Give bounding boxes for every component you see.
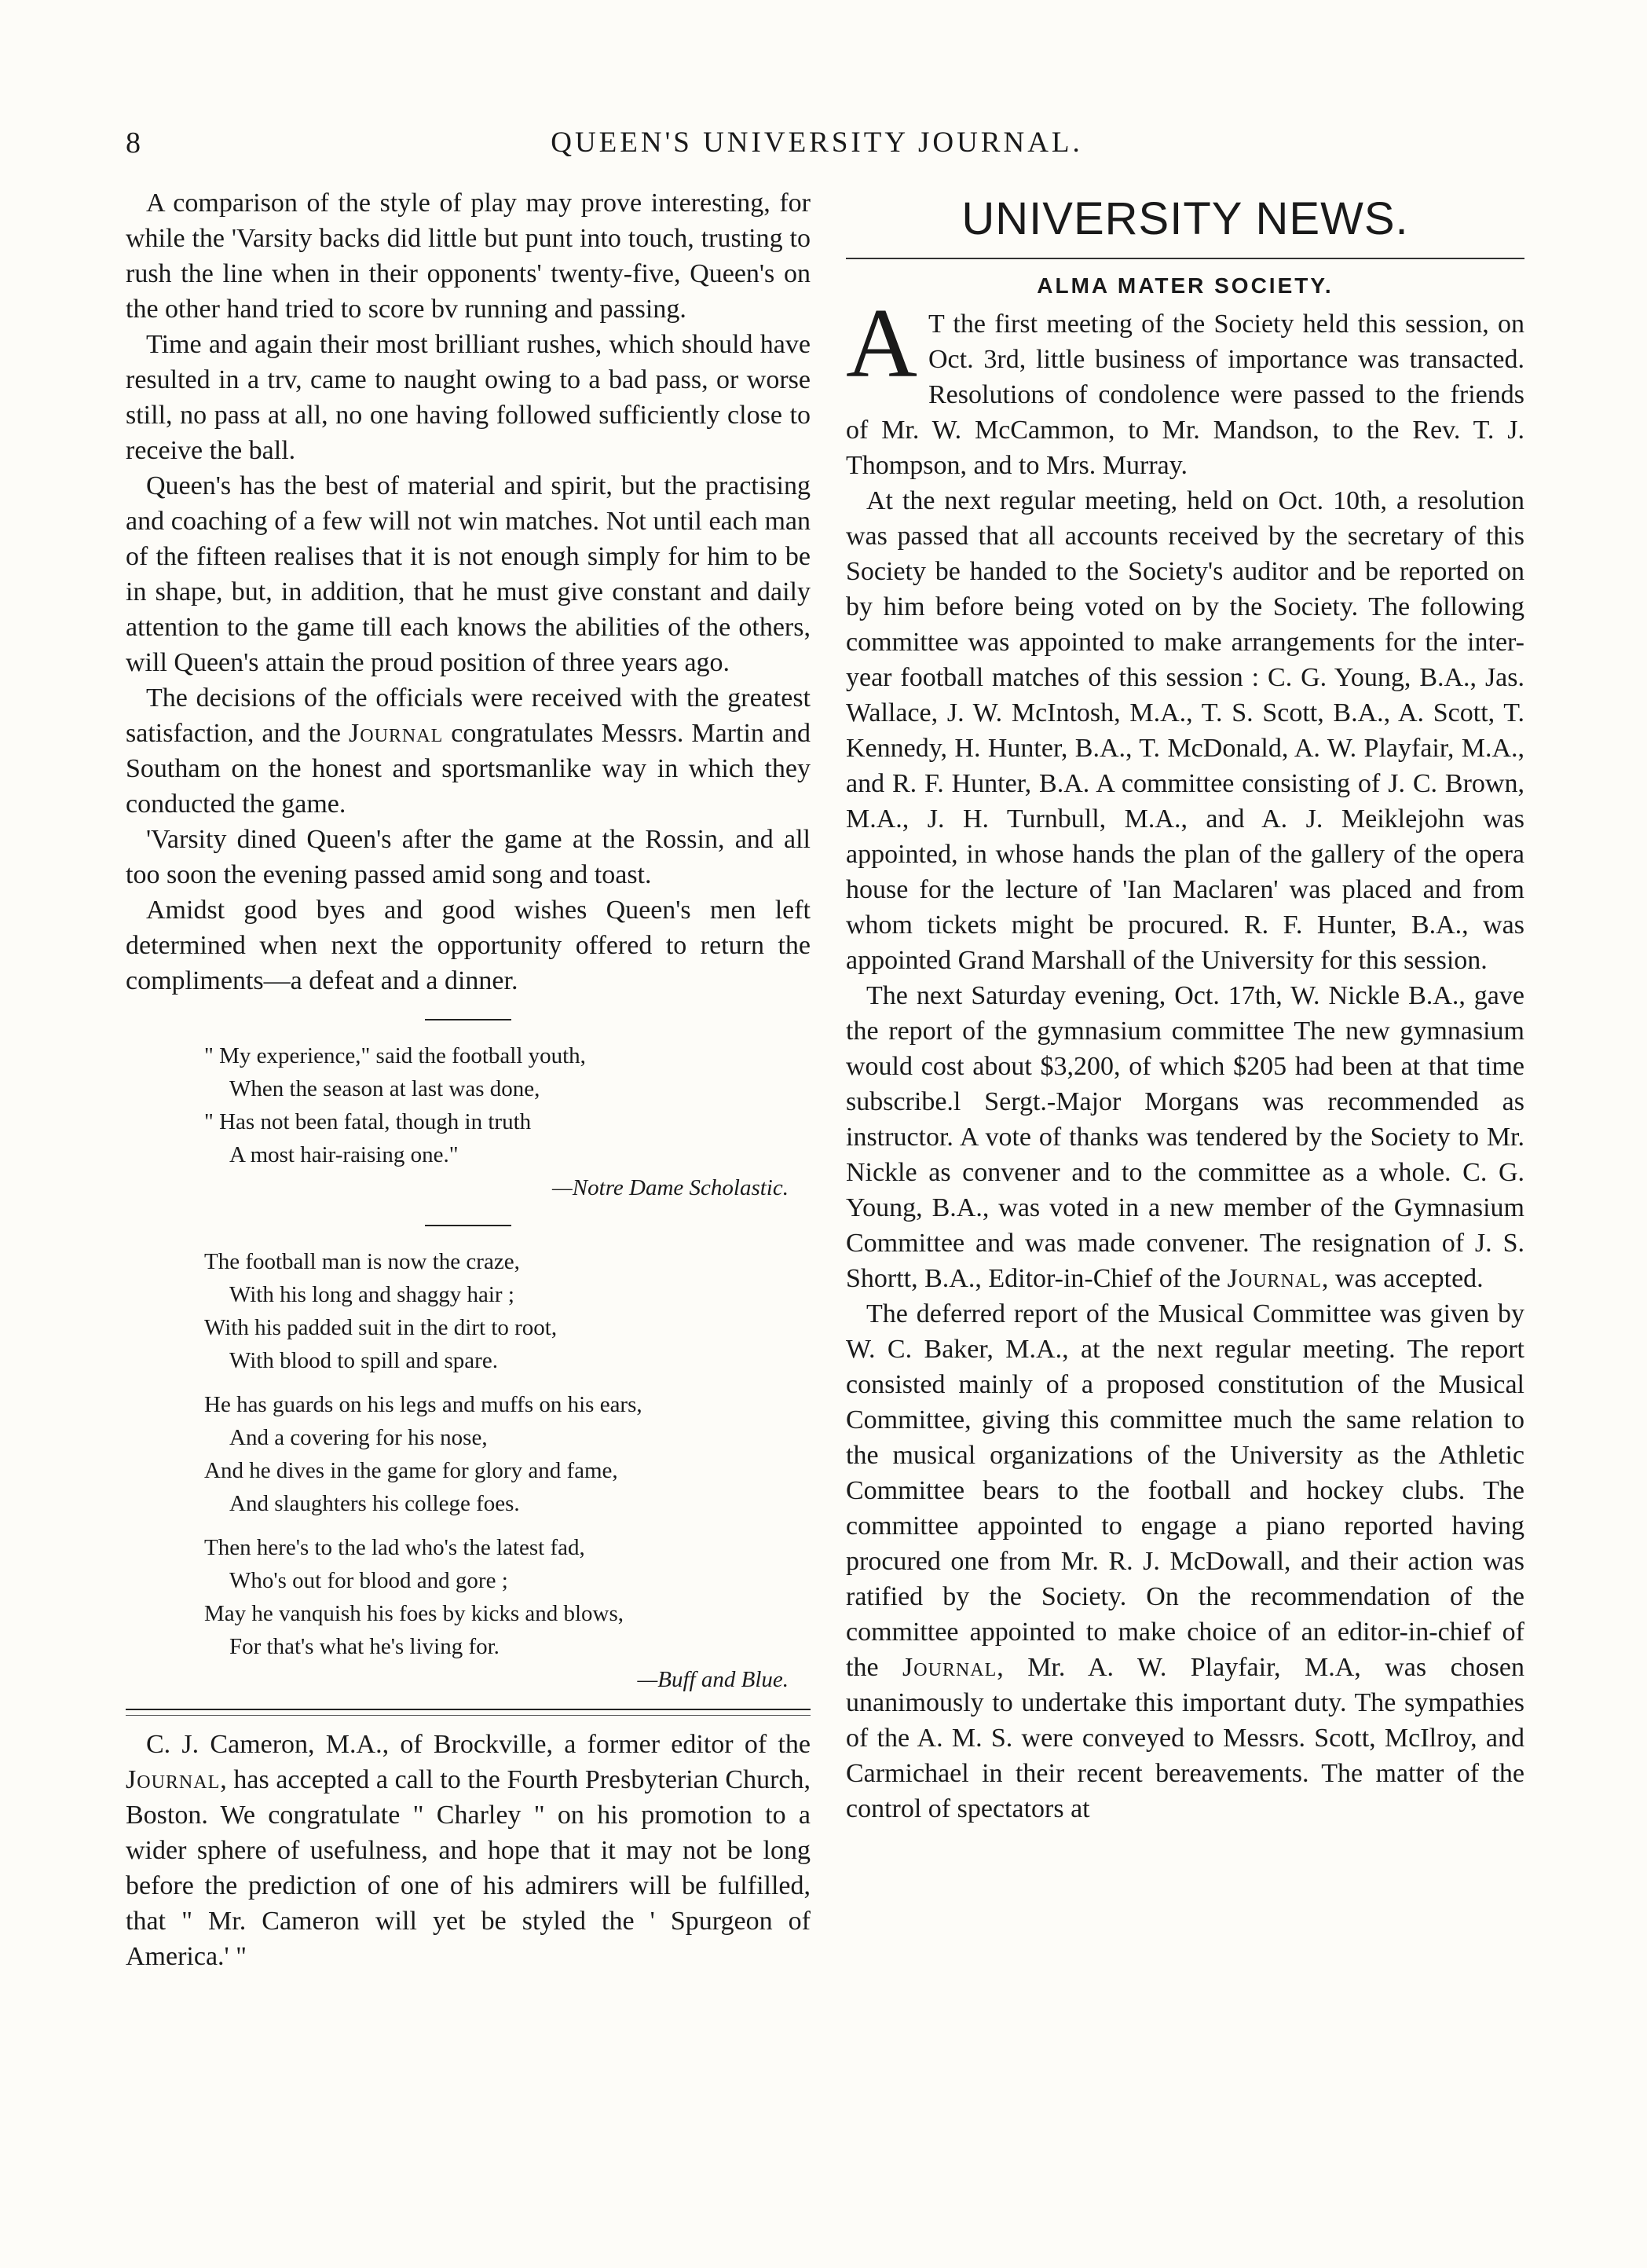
officials-text-2: congratulates Messrs. Martin and Southam on the honest and sportsmanlike way in which they conducted the game. bbox=[126, 719, 811, 819]
left-column bbox=[126, 185, 811, 1974]
section-title: UNIVERSITY NEWS. bbox=[961, 193, 1409, 244]
poem-line: And he dives in the game for glory and fame, bbox=[204, 1458, 618, 1483]
cameron-text-1: C. J. Cameron, M.A., of Brockville, a former editor of the bbox=[146, 1730, 811, 1759]
journal-smallcaps: Journal bbox=[349, 719, 444, 748]
poem-line: And a covering for his nose, bbox=[229, 1425, 488, 1450]
paragraph-cameron bbox=[126, 1727, 811, 1974]
musical-text-2: , Mr. A. W. Playfair, M.A, was chosen unanimously to undertake this important duty. The sympathies of the A. M. S. were conveyed to Messrs. Scott, McIlroy, and Carmichael in their recent bereavements. The matter of the control of spectators at bbox=[846, 1653, 1524, 1823]
poem-line: When the season at last was done, bbox=[229, 1076, 540, 1101]
poem-stanza bbox=[204, 1245, 811, 1377]
right-column bbox=[846, 185, 1524, 1826]
poem-attribution: —Buff and Blue. bbox=[637, 1667, 789, 1692]
poem-stanza bbox=[204, 1531, 811, 1663]
section-divider bbox=[126, 1709, 811, 1716]
cameron-text-2: , has accepted a call to the Fourth Presbyterian Church, Boston. We congratulate " Charley " on his promotion to a wider sphere of usefulness, and hope that it may not be long before the prediction of one of his admirers will be fulfilled, that " Mr. Cameron will yet be styled the ' Spurgeon of America.' " bbox=[126, 1765, 811, 1971]
title-rule bbox=[846, 258, 1524, 259]
paragraph-gymnasium bbox=[846, 978, 1524, 1296]
divider bbox=[425, 1225, 511, 1226]
poem-scholastic bbox=[204, 1039, 811, 1171]
gymnasium-text-1: The next Saturday evening, Oct. 17th, W. Nickle B.A., gave the report of the gymnasium committee The new gymnasium would cost about $3,200, of which $205 had been at that time subscribe.l Sergt.-Major Morgans was recommended as instructor. A vote of thanks was tendered by the Society to Mr. Nickle as convener and to the committee as a whole. C. G. Young, B.A., was voted in a new member of the Gymnasium Committee and was made convener. The resignation of J. S. Shortt, B.A., Editor-in-Chief of the bbox=[846, 981, 1524, 1293]
poem-buff-and-blue bbox=[204, 1245, 811, 1663]
journal-smallcaps: Journal bbox=[126, 1765, 221, 1794]
paragraph-dinner: 'Varsity dined Queen's after the game at the Rossin, and all too soon the evening passed amid song and toast. bbox=[126, 825, 811, 889]
poem-line: For that's what he's living for. bbox=[229, 1634, 500, 1659]
paragraph-comparison: A comparison of the style of play may prove interesting, for while the 'Varsity backs did little but punt into touch, trusting to rush the line when in their opponents' twenty-five, Queen's on the other hand tried to score bv running and passing. bbox=[126, 189, 811, 324]
poem-line: With his long and shaggy hair ; bbox=[229, 1282, 514, 1307]
poem-line: He has guards on his legs and muffs on his ears, bbox=[204, 1392, 642, 1417]
page-header bbox=[126, 126, 1508, 173]
gymnasium-text-2: , was accepted. bbox=[1321, 1264, 1484, 1293]
paragraph-rushes: Time and again their most brilliant rushes, which should have resulted in a trv, came to naught owing to a bad pass, or worse still, no pass at all, no one having followed sufficiently close to receive the ball. bbox=[126, 330, 811, 465]
page-number: 8 bbox=[126, 126, 141, 159]
journal-smallcaps: Journal bbox=[902, 1653, 997, 1682]
journal-smallcaps: Journal bbox=[1227, 1264, 1322, 1293]
paragraph-officials bbox=[126, 680, 811, 822]
poem-line: Who's out for blood and gore ; bbox=[229, 1568, 508, 1593]
poem-line: With blood to spill and spare. bbox=[229, 1348, 498, 1373]
running-title: QUEEN'S UNIVERSITY JOURNAL. bbox=[551, 126, 1083, 159]
poem-line: " Has not been fatal, though in truth bbox=[204, 1109, 532, 1134]
paragraph-next-meeting: At the next regular meeting, held on Oct. 10th, a resolution was passed that all accounts received by the secretary of this Society be handed to the Society's auditor and be reported on by him before being voted on by the Society. The following committee was appointed to make arrangements for the inter-year football matches of this session : C. G. Young, B.A., Jas. Wallace, J. W. McIntosh, M.A., T. S. Scott, B.A., A. Scott, T. Kennedy, H. Hunter, B.A., T. McDonald, A. W. Playfair, M.A., and R. F. Hunter, B.A. A committee consisting of J. C. Brown, M.A., J. H. Turnbull, M.A., and A. J. Meiklejohn was appointed, in whose hands the plan of the gallery of the opera house for the lecture of 'Ian Maclaren' was placed and from whom tickets might be procured. R. F. Hunter, B.A., was appointed Grand Marshall of the University for this session. bbox=[846, 486, 1524, 975]
divider bbox=[425, 1019, 511, 1020]
subheading: ALMA MATER SOCIETY. bbox=[1037, 273, 1334, 298]
poem-line: " My experience," said the football youth, bbox=[204, 1043, 586, 1068]
poem-line: A most hair-raising one." bbox=[229, 1142, 459, 1167]
poem-line: May he vanquish his foes by kicks and blows, bbox=[204, 1601, 624, 1626]
poem-line: Then here's to the lad who's the latest fad, bbox=[204, 1535, 585, 1560]
paragraph-material: Queen's has the best of material and spirit, but the practising and coaching of a few will not win matches. Not until each man of the fifteen realises that it is not enough simply for him to be in shape, but, in addition, that he must give constant and daily attention to the game till each knows the abilities of the others, will Queen's attain the proud position of three years ago. bbox=[126, 471, 811, 677]
paragraph-goodbyes: Amidst good byes and good wishes Queen's men left determined when next the opportunity offered to return the compliments—a defeat and a dinner. bbox=[126, 896, 811, 995]
poem-stanza bbox=[204, 1388, 811, 1520]
poem-line: With his padded suit in the dirt to root, bbox=[204, 1315, 558, 1340]
poem-attribution: —Notre Dame Scholastic. bbox=[552, 1175, 789, 1200]
officials-text-1: The decisions of the officials were received with the greatest satisfaction, and the bbox=[126, 683, 811, 748]
poem-line: And slaughters his college foes. bbox=[229, 1491, 520, 1516]
paragraph-first-meeting bbox=[846, 289, 1524, 483]
poem-line: The football man is now the craze, bbox=[204, 1249, 520, 1274]
paragraph-musical-committee bbox=[846, 1296, 1524, 1826]
first-meeting-text: T the first meeting of the Society held this session, on Oct. 3rd, little business of importance was transacted. Resolutions of condolence were passed to the friends of Mr. W. McCammon, to Mr. Mandson, to the Rev. T. J. Thompson, and to Mrs. Murray. bbox=[846, 310, 1524, 480]
drop-cap: A bbox=[846, 289, 917, 398]
musical-text-1: The deferred report of the Musical Committee was given by W. C. Baker, M.A., at the next regular meeting. The report consisted mainly of a proposed constitution of the Musical Committee, giving this committee much the same relation to the musical organizations of the University as the Athletic Committee bears to the football and hockey clubs. The committee appointed to engage a piano reported having procured one from Mr. R. J. McDowall, and their action was ratified by the Society. On the recommendation of the committee appointed to make choice of an editor-in-chief of the bbox=[846, 1299, 1524, 1682]
